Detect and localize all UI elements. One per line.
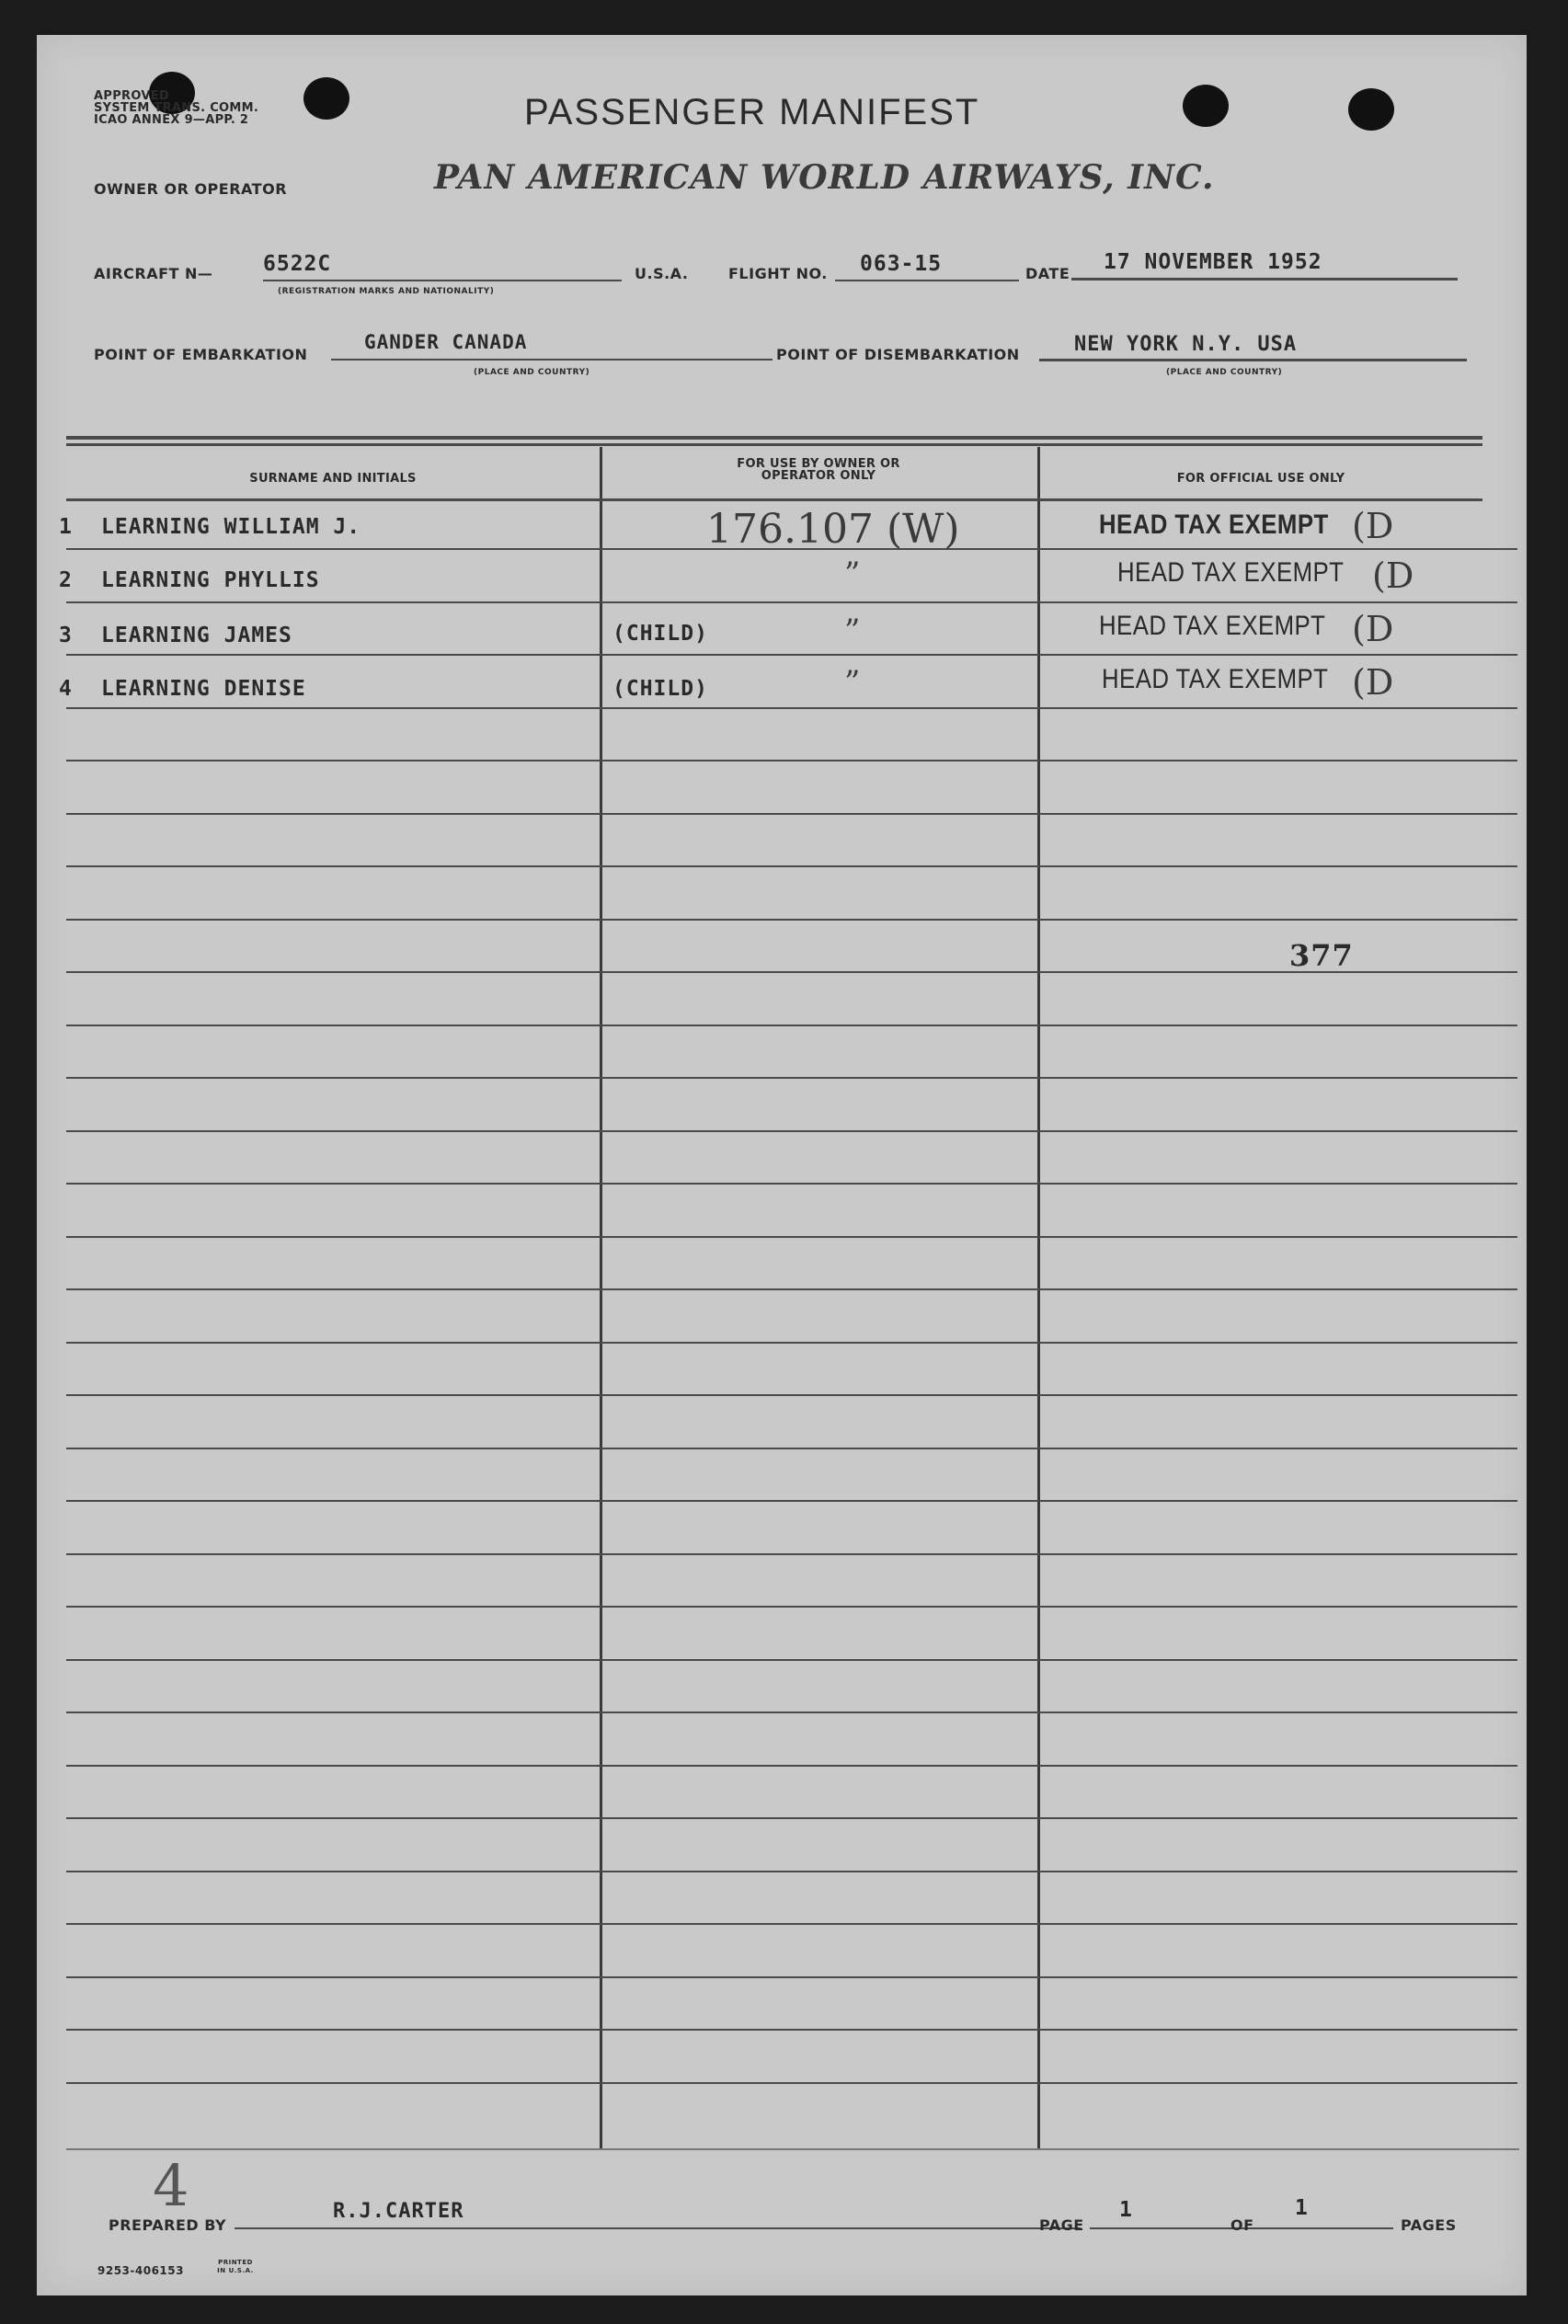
of-label: OF [1230, 2216, 1254, 2234]
manifest-sheet [37, 35, 1527, 2295]
ruled-line [66, 601, 1517, 603]
ruled-line [66, 2029, 1517, 2031]
disembark-caption: (PLACE AND COUNTRY) [1166, 368, 1283, 377]
hand-mark: 4 [153, 2152, 189, 2219]
prepared-label: PREPARED BY [109, 2216, 227, 2234]
ruled-line [66, 1712, 1517, 1713]
nationality-label: U.S.A. [635, 265, 689, 282]
date-value: 17 NOVEMBER 1952 [1104, 250, 1322, 274]
ruled-line [66, 1553, 1517, 1555]
ruled-line [66, 1976, 1517, 1978]
ruled-line [66, 654, 1517, 656]
ruled-line [66, 1183, 1517, 1185]
column-divider-1 [600, 447, 602, 2148]
form-number: 9253-406153 [97, 2264, 184, 2277]
owner-value: PAN AMERICAN WORLD AIRWAYS, INC. [434, 158, 1215, 197]
embark-label: POINT OF EMBARKATION [94, 346, 308, 363]
operator-entry: ” [844, 612, 861, 649]
pages-underline [1265, 2227, 1393, 2229]
approval-line-2: SYSTEM TRANS. COMM. [94, 101, 259, 115]
embark-value: GANDER CANADA [364, 331, 528, 353]
column-divider-2 [1037, 447, 1040, 2148]
ruled-line [66, 1817, 1517, 1819]
ruled-line [66, 1765, 1517, 1767]
operator-entry: ” [844, 555, 861, 592]
punch-hole-left-2 [303, 77, 349, 120]
ruled-line [66, 1025, 1517, 1026]
ruled-line [66, 760, 1517, 761]
prepared-value: R.J.CARTER [333, 2200, 464, 2223]
ruled-line [66, 2082, 1517, 2084]
row-number: 4 [59, 677, 73, 701]
aircraft-underline [263, 280, 622, 281]
owner-label: OWNER OR OPERATOR [94, 180, 288, 198]
ruled-line [66, 1288, 1517, 1290]
flight-underline [835, 280, 1019, 281]
disembark-value: NEW YORK N.Y. USA [1074, 333, 1298, 356]
aircraft-caption: (REGISTRATION MARKS AND NATIONALITY) [278, 287, 495, 296]
ruled-line [66, 1077, 1517, 1079]
official-stamp: HEAD TAX EXEMPT [1102, 664, 1329, 694]
column-header-rule [66, 498, 1482, 501]
ruled-line [66, 1923, 1517, 1925]
official-code: (D [1352, 662, 1394, 703]
embark-caption: (PLACE AND COUNTRY) [474, 368, 590, 377]
row-number: 2 [59, 568, 73, 592]
ruled-line [66, 1659, 1517, 1661]
ruled-line [66, 1342, 1517, 1344]
passenger-name: LEARNING JAMES [101, 624, 292, 647]
official-code: (D [1372, 555, 1414, 596]
ruled-line [66, 1500, 1517, 1502]
table-top-rule [66, 436, 1482, 440]
operator-entry: ” [844, 664, 861, 701]
passenger-name: LEARNING PHYLLIS [101, 568, 320, 592]
table-top-rule-2 [66, 443, 1482, 446]
row-number: 3 [59, 624, 73, 647]
official-stamp: HEAD TAX EXEMPT [1099, 509, 1329, 540]
ruled-line [66, 707, 1517, 709]
approval-line-3: ICAO ANNEX 9—APP. 2 [94, 113, 249, 127]
column-header-name: SURNAME AND INITIALS [249, 472, 417, 486]
child-note: (CHILD) [612, 622, 708, 646]
date-label: DATE [1025, 265, 1070, 282]
approval-block [94, 90, 258, 126]
official-stamp: HEAD TAX EXEMPT [1099, 611, 1326, 641]
official-code: (D [1352, 506, 1394, 546]
operator-entry: 176.107 (W) [706, 506, 960, 553]
ruled-line [66, 1871, 1517, 1872]
flight-label: FLIGHT NO. [728, 265, 828, 282]
column-header-operator: FOR USE BY OWNER OR OPERATOR ONLY [737, 457, 900, 483]
punch-hole-right-1 [1183, 85, 1229, 127]
prepared-underline [235, 2227, 1081, 2229]
ruled-line [66, 865, 1517, 867]
ruled-line [66, 1394, 1517, 1396]
punch-hole-right-2 [1348, 88, 1394, 131]
page-title: PASSENGER MANIFEST [524, 92, 980, 132]
child-note: (CHILD) [612, 677, 708, 701]
side-number: 377 [1289, 938, 1354, 973]
date-underline [1071, 278, 1458, 280]
official-stamp: HEAD TAX EXEMPT [1117, 557, 1345, 588]
pages-value: 1 [1295, 2196, 1309, 2220]
disembark-label: POINT OF DISEMBARKATION [776, 346, 1020, 363]
ruled-line [66, 1448, 1517, 1449]
aircraft-value: 6522C [263, 252, 332, 276]
ruled-line [66, 1236, 1517, 1238]
pages-label: PAGES [1401, 2216, 1457, 2234]
approval-line-1: APPROVED [94, 89, 169, 103]
column-header-official: FOR OFFICIAL USE ONLY [1176, 472, 1345, 486]
aircraft-label: AIRCRAFT N— [94, 265, 213, 282]
ruled-line [66, 919, 1517, 921]
disembark-underline [1039, 359, 1467, 361]
page-value: 1 [1119, 2198, 1133, 2222]
page-label: PAGE [1039, 2216, 1084, 2234]
flight-value: 063-15 [860, 252, 943, 276]
ruled-line [66, 1130, 1517, 1132]
union-mark: PRINTED IN U.S.A. [217, 2259, 254, 2274]
ruled-line [66, 813, 1517, 815]
table-bottom-rule [66, 2148, 1519, 2150]
row-number: 1 [59, 515, 73, 539]
official-code: (D [1352, 609, 1394, 649]
embark-underline [331, 359, 773, 361]
ruled-line [66, 1606, 1517, 1608]
passenger-name: LEARNING WILLIAM J. [101, 515, 361, 539]
passenger-name: LEARNING DENISE [101, 677, 306, 701]
